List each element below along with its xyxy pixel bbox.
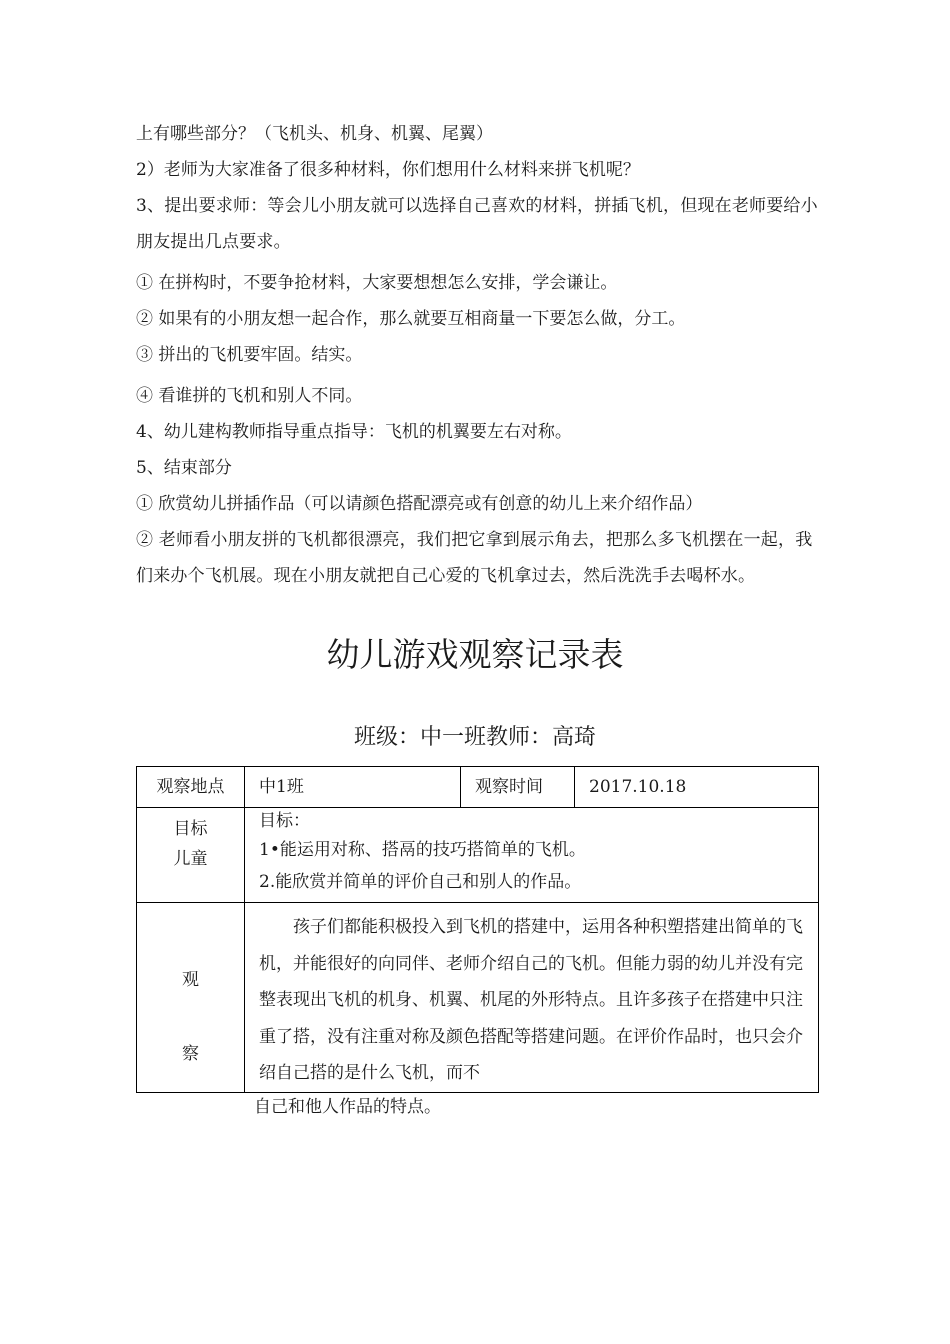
goal-label-2: 儿童	[173, 849, 208, 869]
intro-line-9: 5、结束部分	[136, 458, 232, 478]
intro-line-4: ① 在拼构时，不要争抢材料，大家要想想怎么安排，学会谦让。	[136, 273, 618, 293]
table-row-header	[137, 767, 819, 808]
goal-content-cell	[245, 808, 819, 903]
observation-content-cell	[245, 903, 819, 1093]
intro-line-2: 2）老师为大家准备了很多种材料，你们想用什么材料来拼飞机呢？	[136, 160, 640, 180]
observation-label-cell	[137, 903, 245, 1093]
location-value: 中1班	[245, 767, 461, 808]
time-value: 2017.10.18	[575, 767, 819, 808]
intro-line-6: ③ 拼出的飞机要牢固。结实。	[136, 345, 363, 365]
table-row-goal	[137, 808, 819, 903]
observation-label-1: 观	[182, 970, 199, 990]
intro-line-5: ② 如果有的小朋友想一起合作，那么就要互相商量一下要怎么做，分工。	[136, 309, 686, 329]
goal-label-1: 目标	[173, 819, 208, 839]
goal-item-1: 1•能运用对称、搭鬲的技巧搭简单的飞机。	[259, 840, 586, 860]
form-subtitle: 班级：中一班教师：高琦	[353, 725, 596, 750]
intro-line-8: 4、幼儿建构教师指导重点指导：飞机的机翼要左右对称。	[136, 422, 572, 442]
intro-line-1: 上有哪些部分？（飞机头、机身、机翼、尾翼）	[136, 124, 493, 144]
observation-text: 孩子们都能积极投入到飞机的搭建中，运用各种积塑搭建出简单的飞机，并能很好的向同伴、老师介绍自己的飞机。但能力弱的幼儿并没有完整表现出飞机的机身、机翼、机尾的外形特点。且许多孩子在搭建中只注重了搭，没有注重对称及颜色搭配等搭建问题。在评价作品时，也只会介绍自己搭的是什么飞机，而不	[259, 917, 803, 1083]
observation-overflow-text: 自己和他人作品的特点。	[254, 1097, 441, 1117]
time-label: 观察时间	[461, 767, 575, 808]
table-row-observation	[137, 903, 819, 1093]
observation-table	[136, 766, 819, 1093]
intro-line-7: ④ 看谁拼的飞机和别人不同。	[136, 386, 363, 406]
goal-label-cell	[137, 808, 245, 903]
goal-heading: 目标：	[259, 811, 310, 831]
location-label: 观察地点	[137, 767, 245, 808]
goal-item-2: 2.能欣赏并简单的评价自己和别人的作品。	[259, 872, 582, 892]
intro-line-10: ① 欣赏幼儿拼插作品（可以请颜色搭配漂亮或有创意的幼儿上来介绍作品）	[136, 494, 703, 514]
form-title: 幼儿游戏观察记录表	[326, 635, 624, 674]
intro-line-3: 3、提出要求师：等会儿小朋友就可以选择自己喜欢的材料，拼插飞机，但现在老师要给小朋友提出几点要求。	[136, 196, 818, 252]
observation-label-2: 察	[182, 1044, 199, 1064]
intro-line-11: ② 老师看小朋友拼的飞机都很漂亮，我们把它拿到展示角去，把那么多飞机摆在一起，我们来办个飞机展。现在小朋友就把自己心爱的飞机拿过去，然后洗洗手去喝杯水。	[136, 530, 813, 586]
